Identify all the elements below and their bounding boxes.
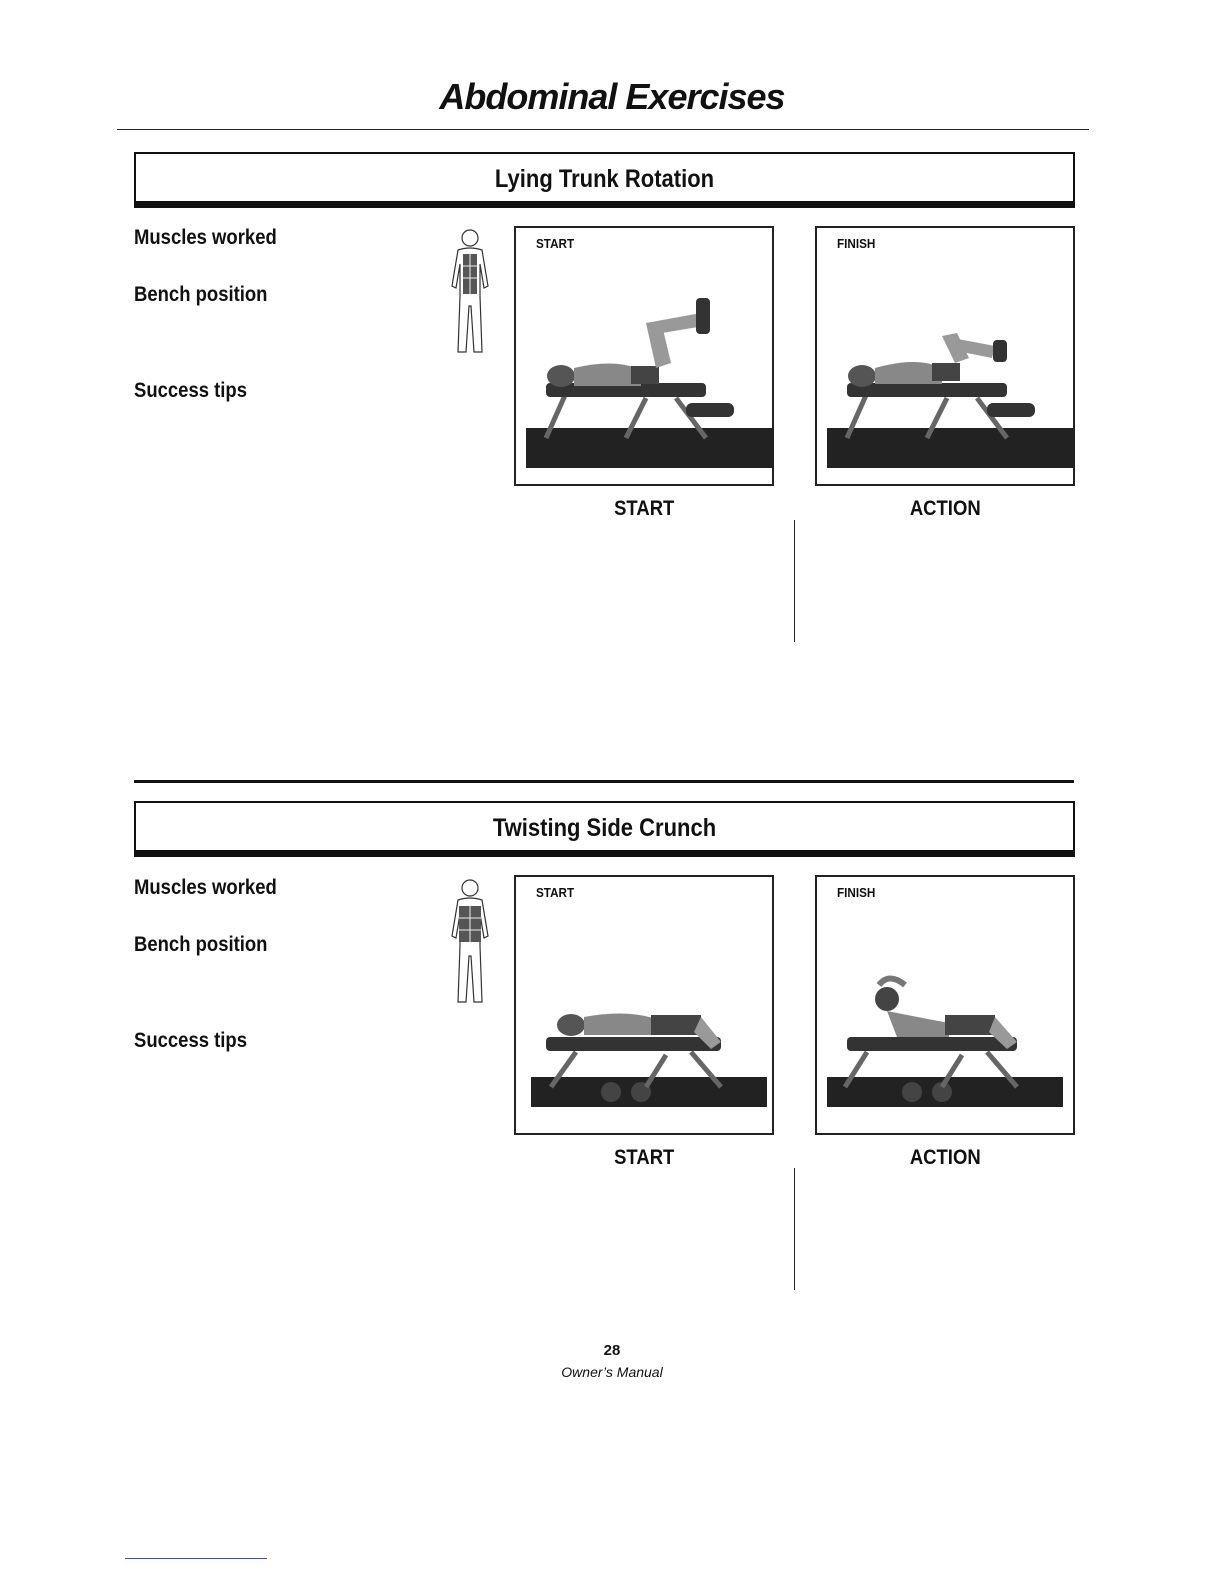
exercise-title: Twisting Side Crunch [492,814,717,842]
footer-subtitle: Owner’s Manual [561,1364,663,1380]
link-underline [125,1558,267,1559]
bench-position-label: Bench position [134,933,268,956]
page-title: Abdominal Exercises [439,76,785,117]
success-tips-label: Success tips [134,1029,247,1052]
photo-finish-tag: FINISH [837,236,876,251]
muscles-worked-label: Muscles worked [134,226,277,249]
start-caption: START [613,497,675,520]
title-rule [117,129,1089,130]
start-photo [514,875,774,1135]
column-divider [794,520,795,642]
exercise-title: Lying Trunk Rotation [494,165,715,193]
photo-start-tag: START [536,885,575,900]
photo-finish-tag: FINISH [837,885,876,900]
success-tips-label: Success tips [134,379,247,402]
start-photo [514,226,774,486]
muscle-map-icon [440,226,500,356]
photo-start-tag: START [536,236,575,251]
exercise-start-illustration [516,877,772,1133]
action-caption: ACTION [909,497,981,520]
action-caption: ACTION [909,1146,981,1169]
exercise-start-illustration [516,228,772,484]
exercise-finish-illustration [817,877,1073,1133]
column-divider [794,1168,795,1290]
finish-photo [815,875,1075,1135]
section-divider [134,780,1074,783]
finish-photo [815,226,1075,486]
exercise-finish-illustration [817,228,1073,484]
muscles-worked-label: Muscles worked [134,876,277,899]
page-number: 28 [603,1342,621,1359]
exercise-header [134,152,1075,208]
bench-position-label: Bench position [134,283,268,306]
start-caption: START [613,1146,675,1169]
muscle-map-icon [440,876,500,1006]
exercise-header [134,801,1075,857]
